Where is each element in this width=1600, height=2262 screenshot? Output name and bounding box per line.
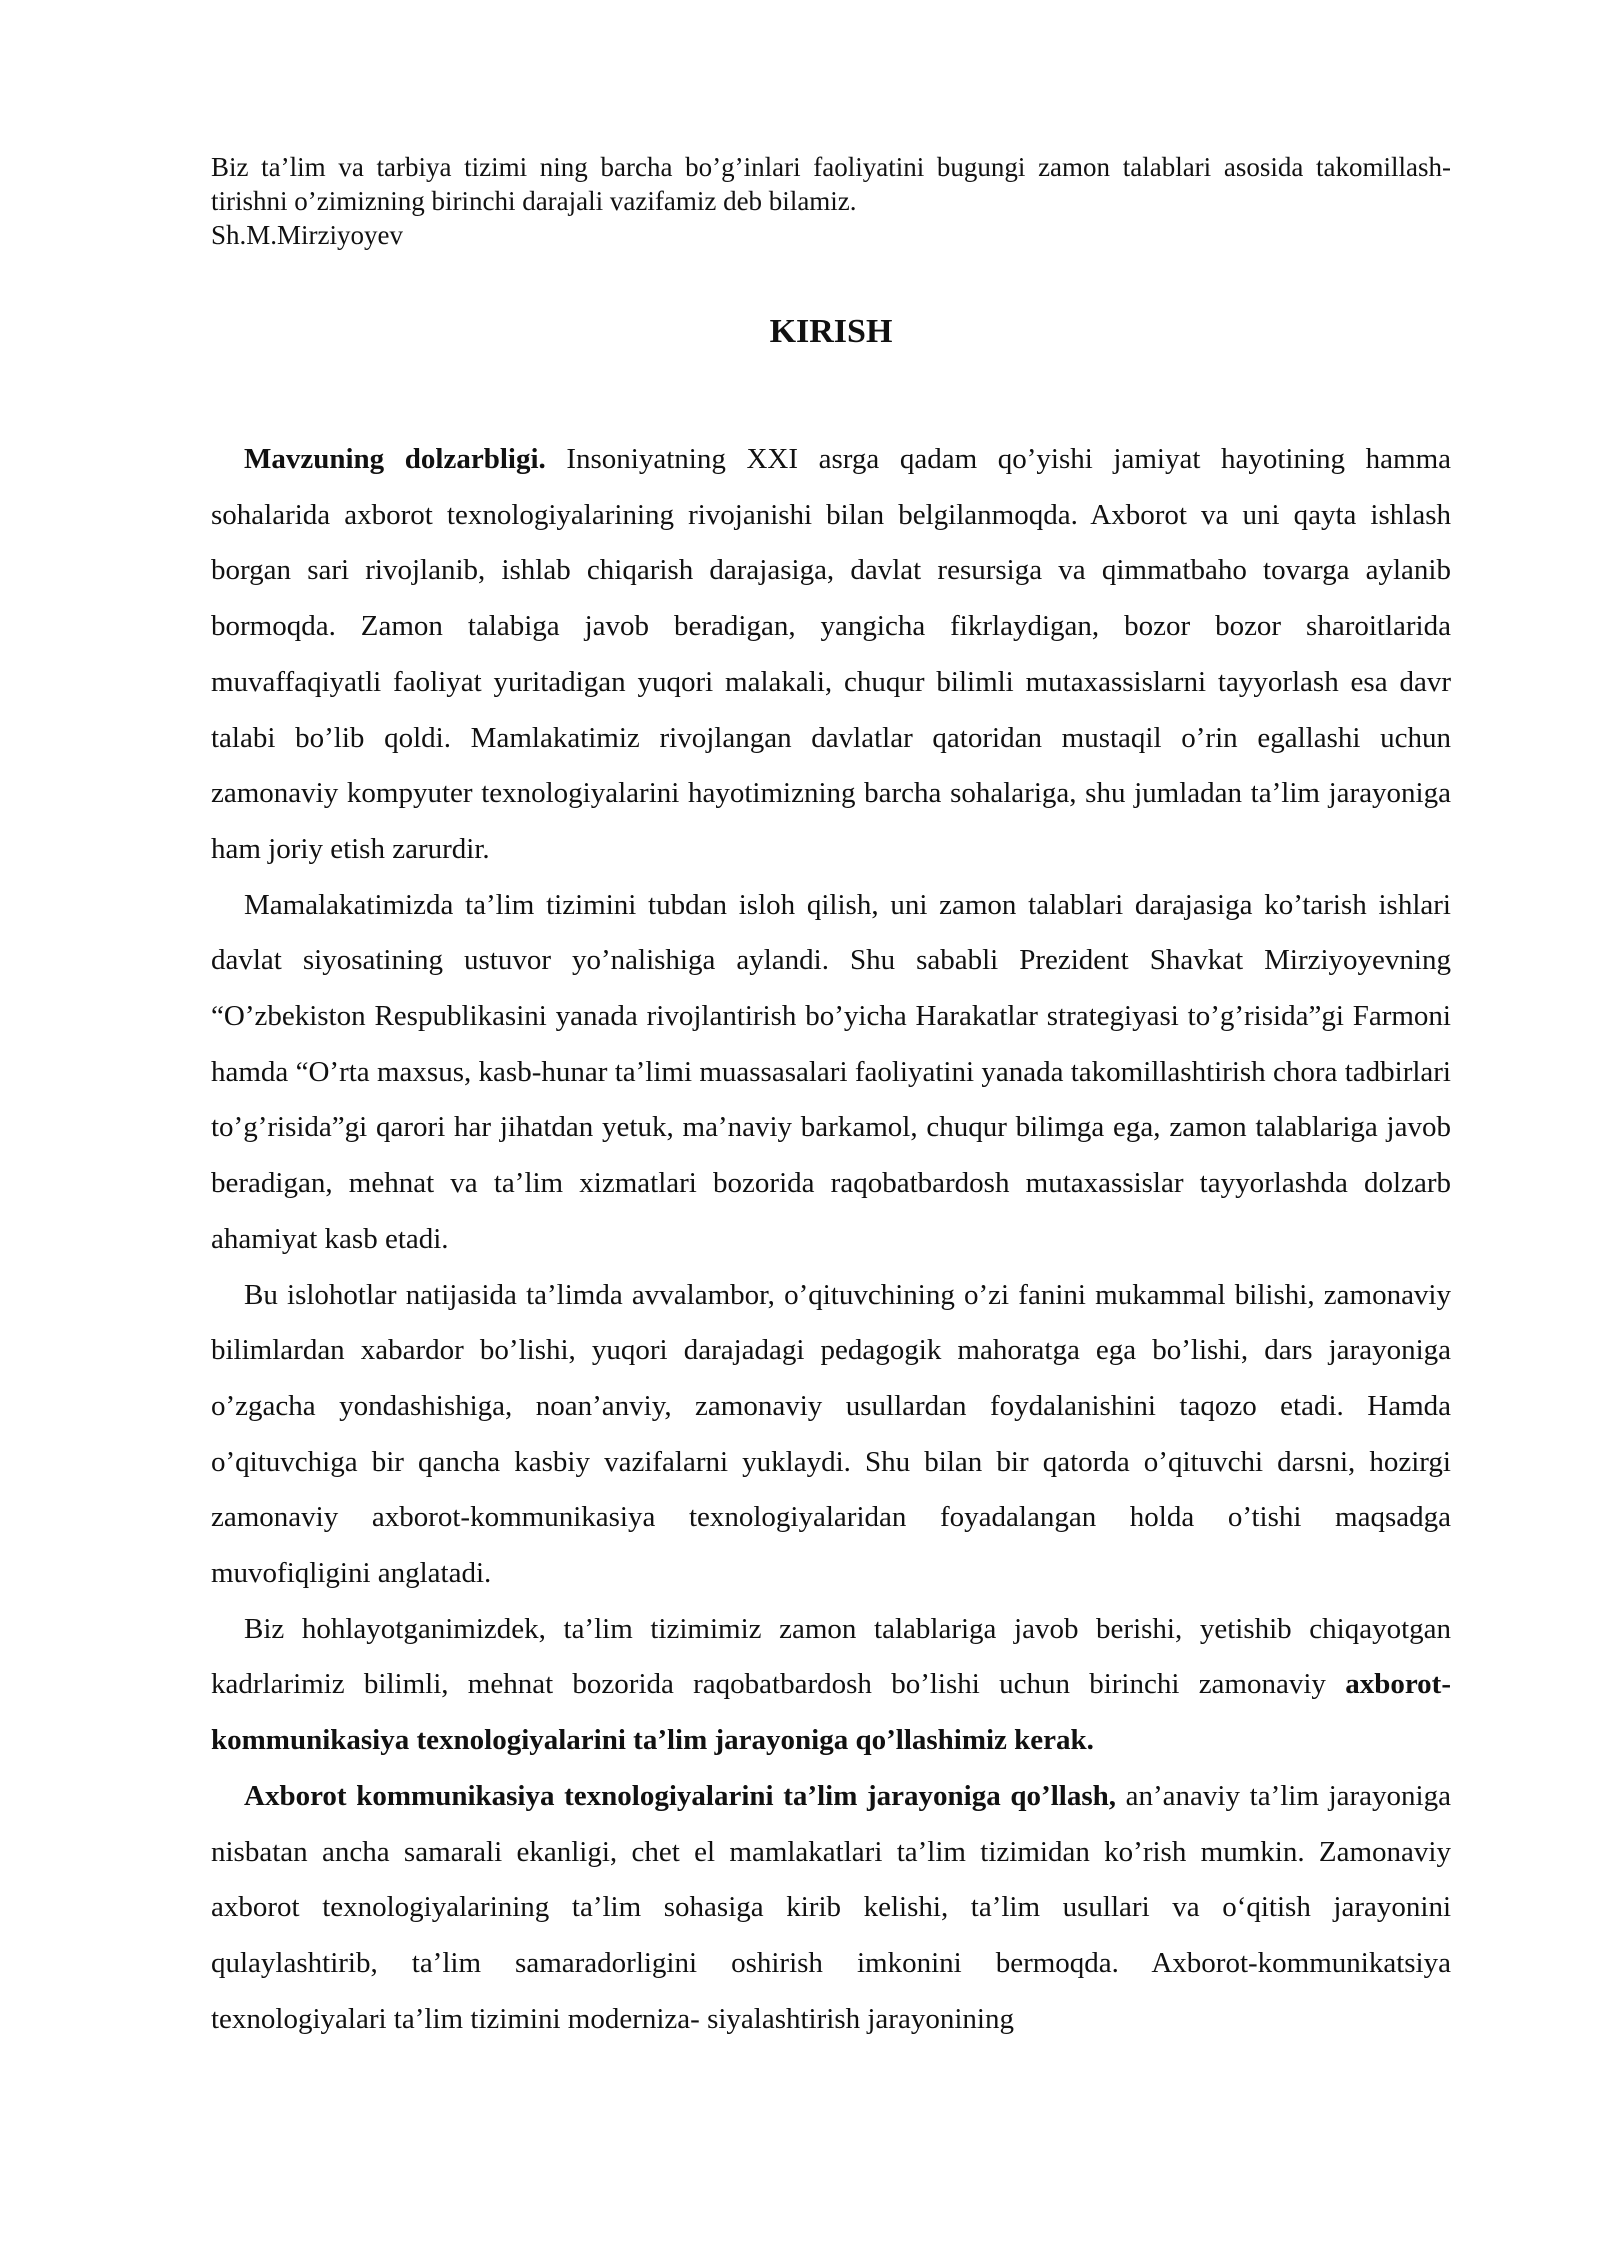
paragraph-5-text: an’anaviy ta’lim jarayoniga nisbatan ancha samarali ekanligi, chet el mamlakatlari ta’lim tizimidan ko’rish mumkin. Zamonaviy axborot texnologiyalarining ta’lim sohasiga kirib kelishi, ta’lim usullari va o‘qitish jarayonini qulaylashtirib, ta’lim samaradorligini oshirish imkonini bermoqda. Axborot-kommunikatsiya texnologiyalari ta’lim tizimini moderniza- siyalashtirish jarayonining [211,1779,1451,2035]
document-page [211,150,1451,2047]
paragraph-1 [211,432,1451,878]
document-body [211,432,1451,2047]
paragraph-4-bold: axborot-kommunikasiya texnologiyalarini ta’lim jarayoniga qo’llashimiz kerak. [211,1668,1451,1757]
paragraph-2 [211,878,1451,1268]
paragraph-3 [211,1268,1451,1602]
paragraph-5 [211,1769,1451,2048]
section-title: KIRISH [769,313,893,350]
paragraph-4 [211,1602,1451,1769]
paragraph-1-text: Insoniyatning XXI asrga qadam qo’yishi jamiyat hayotining hamma sohalarida axborot texnologiyalarining rivojanishi bilan belgilanmoqda. Axborot va uni qayta ishlash borgan sari rivojlanib, ishlab chiqarish darajasiga, davlat resursiga va qimmatbaho tovarga aylanib bormoqda. Zamon talabiga javob beradigan, yangicha fikrlaydigan, bozor bozor sharoitlarida muvaffaqiyatli faoliyat yuritadigan yuqori malakali, chuqur bilimli mutaxassislarni tayyorlash esa davr talabi bo’lib qoldi. Mamlakatimiz rivojlangan davlatlar qatoridan mustaqil o’rin egallashi uchun zamonaviy kompyuter texnologiyalarini hayotimizning barcha sohalariga, shu jumladan ta’lim jarayoniga ham joriy etish zarurdir. [211,443,1451,865]
paragraph-5-lead: Axborot kommunikasiya texnologiyalarini ta’lim jarayoniga qo’llash, [244,1779,1116,1812]
paragraph-2-text: Mamalakatimizda ta’lim tizimini tubdan isloh qilish, uni zamon talablari darajasiga ko’tarish ishlari davlat siyosatining ustuvor yo’nalishiga aylandi. Shu sababli Prezident Shavkat Mirziyoyevning “O’zbekiston Respublikasini yanada rivojlantirish bo’yicha Harakatlar strategiyasi to’g’risida”gi Farmoni hamda “O’rta maxsus, kasb-hunar ta’limi muassasalari faoliyatini yanada takomillashtirish chora tadbirlari to’g’risida”gi qarori har jihatdan yetuk, ma’naviy barkamol, chuqur bilimga ega, zamon talablariga javob beradigan, mehnat va ta’lim xizmatlari bozorida raqobatbardosh mutaxassislar tayyorlashda dolzarb ahamiyat kasb etadi. [211,888,1451,1255]
epigraph-quote: Biz ta’lim va tarbiya tizimi ning barcha bo’g’inlari faoliyatini bugungi zamon talablari asosida takomillash- tirishni o’zimizning birinchi darajali vazifamiz deb bilamiz. [211,152,1451,216]
paragraph-4-text: Biz hohlayotganimizdek, ta’lim tizimimiz zamon talablariga javob berishi, yetishib chiqayotgan kadrlarimiz bilimli, mehnat bozorida raqobatbardosh bo’lishi uchun birinchi zamonaviy [211,1612,1451,1701]
paragraph-1-lead: Mavzuning dolzarbligi. [244,443,546,475]
epigraph-author: Sh.M.Mirziyoyev [211,220,403,250]
paragraph-3-text: Bu islohotlar natijasida ta’limda avvalambor, o’qituvchining o’zi fanini mukammal bilishi, zamonaviy bilimlardan xabardor bo’lishi, yuqori darajadagi pedagogik mahoratga ega bo’lishi, dars jarayoniga o’zgacha yondashishiga, noan’anviy, zamonaviy usullardan foydalanishini taqozo etadi. Hamda o’qituvchiga bir qancha kasbiy vazifalarni yuklaydi. Shu bilan bir qatorda o’qituvchi darsni, hozirgi zamonaviy axborot-kommunikasiya texnologiyalaridan foyadalangan holda o’tishi maqsadga muvofiqligini anglatadi. [211,1278,1451,1590]
